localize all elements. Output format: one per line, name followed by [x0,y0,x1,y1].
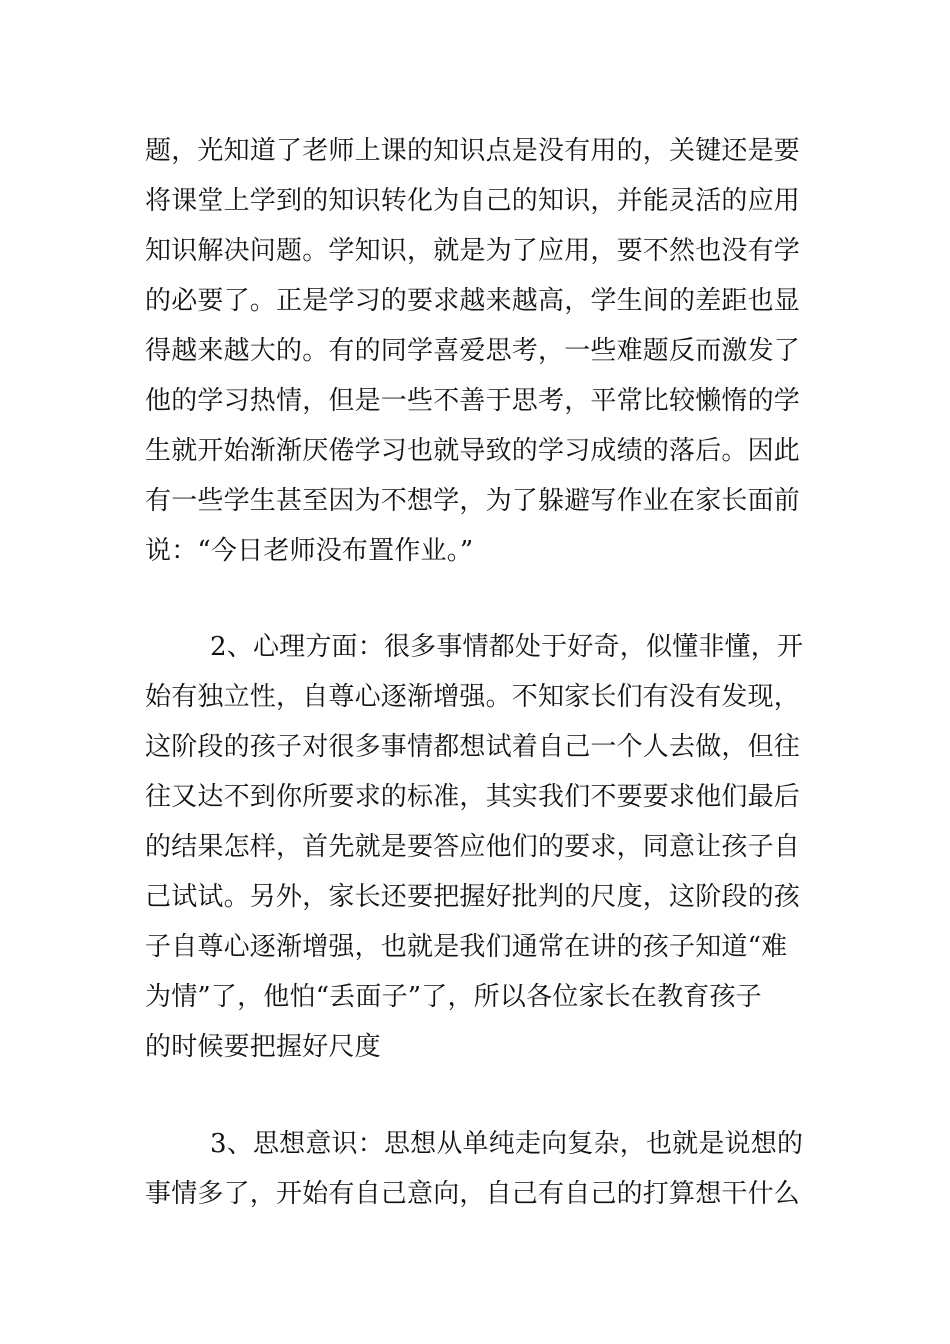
text-line: 为情”了，他怕“丢面子”了，所以各位家长在教育孩子 [145,982,762,1012]
text-line: 知识解决问题。学知识，就是为了应用，要不然也没有学 [145,236,801,266]
text-line: 2、心理方面：很多事情都处于好奇，似懂非懂，开 [210,632,804,662]
text-line: 往又达不到你所要求的标准，其实我们不要要求他们最后 [145,782,801,812]
text-line: 得越来越大的。有的同学喜爱思考，一些难题反而激发了 [145,336,801,366]
text-line: 的必要了。正是学习的要求越来越高，学生间的差距也显 [145,286,801,316]
text-line: 3、思想意识：思想从单纯走向复杂，也就是说想的 [210,1129,804,1159]
text-line: 有一些学生甚至因为不想学，为了躲避写作业在家长面前 [145,486,801,516]
text-line: 生就开始渐渐厌倦学习也就导致的学习成绩的落后。因此 [145,436,801,466]
text-line: 子自尊心逐渐增强，也就是我们通常在讲的孩子知道“难 [145,932,788,962]
text-line: 己试试。另外，家长还要把握好批判的尺度，这阶段的孩 [145,882,801,912]
text-line: 他的学习热情，但是一些不善于思考，平常比较懒惰的学 [145,386,801,416]
text-line: 题，光知道了老师上课的知识点是没有用的，关键还是要 [145,136,801,166]
text-line: 说：“今日老师没布置作业。” [145,536,474,566]
text-line: 始有独立性，自尊心逐渐增强。不知家长们有没有发现， [145,682,801,712]
text-line: 将课堂上学到的知识转化为自己的知识，并能灵活的应用 [145,186,801,216]
text-line: 这阶段的孩子对很多事情都想试着自己一个人去做，但往 [145,732,801,762]
text-line: 的时候要把握好尺度 [145,1032,381,1062]
text-line: 的结果怎样，首先就是要答应他们的要求，同意让孩子自 [145,832,801,862]
text-line: 事情多了，开始有自己意向，自己有自己的打算想干什么 [145,1179,801,1209]
